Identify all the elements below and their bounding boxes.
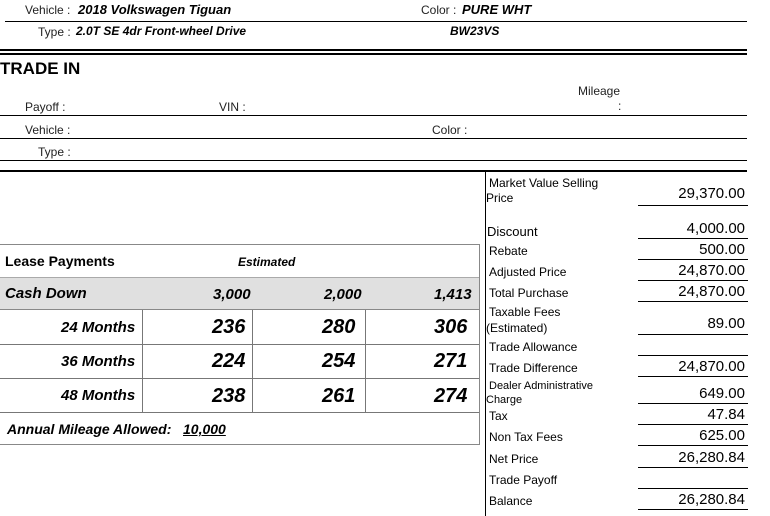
divider xyxy=(638,259,748,260)
trade-color-label: Color : xyxy=(432,123,468,137)
tax-amount: 47.84 xyxy=(707,406,745,423)
dealer-admin-label: Dealer Administrative xyxy=(489,380,593,392)
cash-down-value: 3,000 xyxy=(213,286,251,303)
tax-label: Tax xyxy=(489,409,508,423)
mileage-label: Mileage xyxy=(578,84,621,98)
grid-line xyxy=(0,412,479,413)
mileage-colon: : xyxy=(618,99,622,113)
payment-value: 238 xyxy=(212,385,246,407)
divider xyxy=(638,334,748,335)
payment-value: 254 xyxy=(322,350,356,372)
total-purchase-amount: 24,870.00 xyxy=(678,283,745,300)
divider xyxy=(0,160,747,161)
trade-vehicle-label: Vehicle : xyxy=(25,123,71,137)
divider xyxy=(638,238,748,239)
net-price-amount: 26,280.84 xyxy=(678,449,745,466)
taxable-fees-label: (Estimated) xyxy=(486,321,548,335)
payment-value: 224 xyxy=(212,350,246,372)
divider xyxy=(5,21,747,22)
stock-number: BW23VS xyxy=(450,24,500,38)
payment-value: 271 xyxy=(434,350,468,372)
total-purchase-label: Total Purchase xyxy=(489,286,569,300)
payment-value: 236 xyxy=(212,316,246,338)
discount-amount: 4,000.00 xyxy=(686,220,745,237)
lease-title: Lease Payments xyxy=(5,253,115,269)
net-price-label: Net Price xyxy=(489,452,539,466)
divider xyxy=(638,509,748,510)
annual-mileage-value: 10,000 xyxy=(183,421,226,437)
dealer-admin-label: Charge xyxy=(486,394,523,406)
divider xyxy=(0,53,747,55)
grid-line xyxy=(142,310,143,412)
color-value: PURE WHT xyxy=(462,2,532,17)
term-label: 36 Months xyxy=(61,353,136,370)
cash-down-label: Cash Down xyxy=(5,285,87,302)
non-tax-fees-label: Non Tax Fees xyxy=(489,430,563,444)
divider xyxy=(638,403,748,404)
divider xyxy=(638,355,748,356)
cash-down-value: 2,000 xyxy=(324,286,362,303)
taxable-fees-amount: 89.00 xyxy=(707,315,745,332)
divider xyxy=(638,376,748,377)
payment-value: 306 xyxy=(434,316,468,338)
vin-label: VIN : xyxy=(219,100,246,114)
adjusted-price-amount: 24,870.00 xyxy=(678,262,745,279)
rebate-label: Rebate xyxy=(489,244,528,258)
divider xyxy=(0,138,747,139)
grid-line xyxy=(252,310,253,412)
balance-amount: 26,280.84 xyxy=(678,491,745,508)
cash-down-value: 1,413 xyxy=(434,286,472,303)
type-value: 2.0T SE 4dr Front-wheel Drive xyxy=(76,24,247,38)
adjusted-price-label: Adjusted Price xyxy=(489,265,567,279)
payoff-label: Payoff : xyxy=(25,100,66,114)
divider xyxy=(638,280,748,281)
market-value-label: Price xyxy=(486,191,514,205)
term-label: 24 Months xyxy=(61,319,136,336)
trade-difference-amount: 24,870.00 xyxy=(678,358,745,375)
trade-allowance-label: Trade Allowance xyxy=(489,340,578,354)
grid-line xyxy=(365,310,366,412)
divider xyxy=(638,205,748,206)
payment-value: 261 xyxy=(322,385,356,407)
market-value-amount: 29,370.00 xyxy=(678,185,745,202)
grid-line xyxy=(0,378,479,379)
taxable-fees-label: Taxable Fees xyxy=(489,305,561,319)
dealer-admin-amount: 649.00 xyxy=(699,385,745,402)
grid-line xyxy=(0,344,479,345)
type-label: Type : xyxy=(38,25,71,39)
divider xyxy=(638,301,748,302)
discount-label: Discount xyxy=(487,224,538,239)
divider xyxy=(0,170,747,172)
payment-value: 274 xyxy=(434,385,468,407)
term-label: 48 Months xyxy=(61,387,136,404)
color-label: Color : xyxy=(421,3,457,17)
divider xyxy=(0,49,747,51)
divider xyxy=(638,445,748,446)
annual-mileage-label: Annual Mileage Allowed: xyxy=(7,421,172,437)
divider xyxy=(638,467,748,468)
trade-type-label: Type : xyxy=(38,145,71,159)
balance-label: Balance xyxy=(489,494,533,508)
divider xyxy=(638,488,748,489)
estimated-label: Estimated xyxy=(238,255,296,269)
market-value-label: Market Value Selling xyxy=(489,176,599,190)
payment-value: 280 xyxy=(322,316,356,338)
trade-payoff-label: Trade Payoff xyxy=(489,473,558,487)
trade-in-heading: TRADE IN xyxy=(0,59,81,78)
non-tax-fees-amount: 625.00 xyxy=(699,427,745,444)
divider xyxy=(638,424,748,425)
vehicle-value: 2018 Volkswagen Tiguan xyxy=(78,2,232,17)
vehicle-label: Vehicle : xyxy=(25,3,71,17)
column-divider xyxy=(485,172,486,516)
trade-difference-label: Trade Difference xyxy=(489,361,578,375)
divider xyxy=(0,115,747,116)
rebate-amount: 500.00 xyxy=(699,241,745,258)
